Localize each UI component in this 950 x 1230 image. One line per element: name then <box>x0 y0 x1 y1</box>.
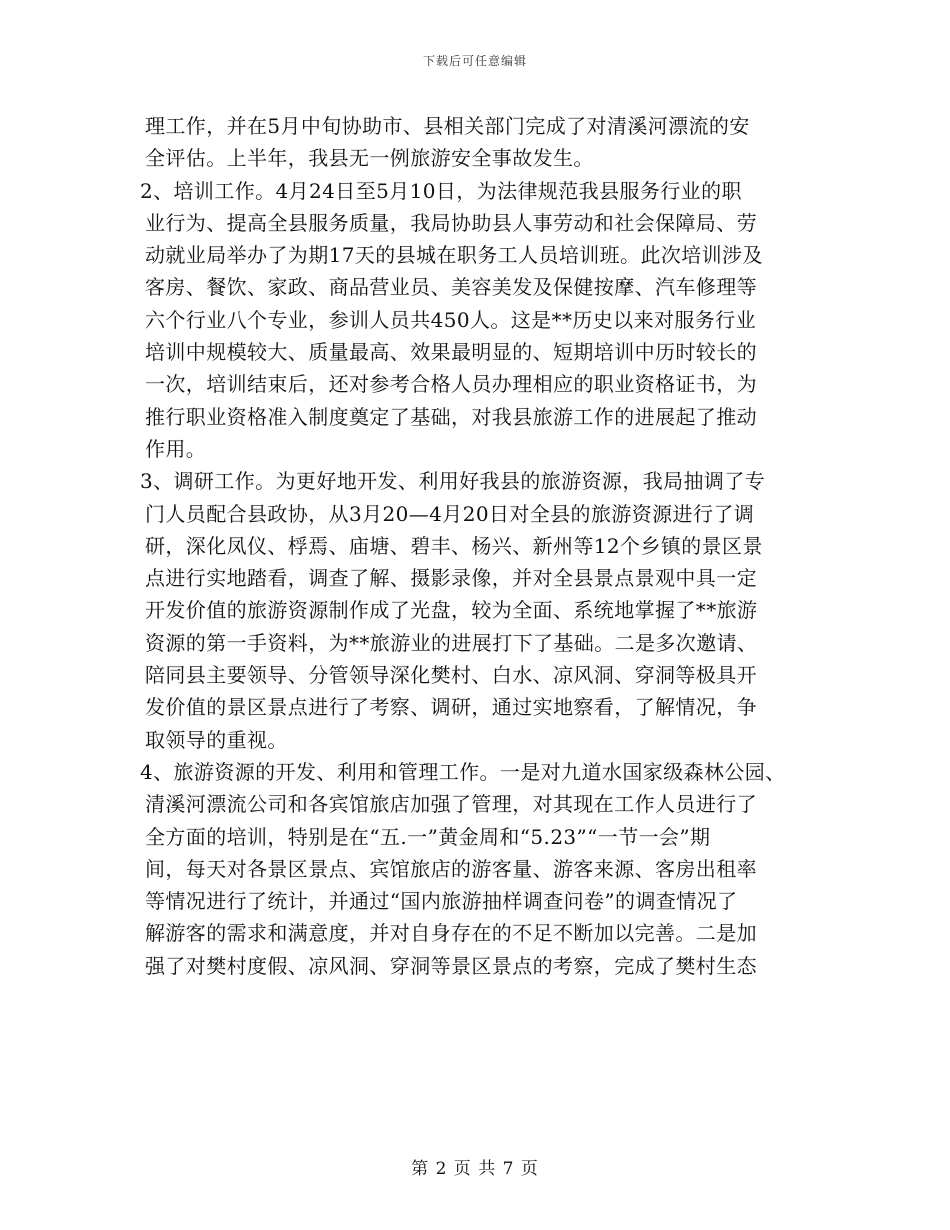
text-line: 培训中规模较大、质量最高、效果最明显的、短期培训中历时较长的 <box>145 340 757 365</box>
text-line: 2、培训工作。4月24日至5月10日，为法律规范我县服务行业的职 <box>140 178 742 203</box>
text-line: 理工作，并在5月中旬协助市、县相关部门完成了对清溪河漂流的安 <box>145 114 750 138</box>
text-line: 门人员配合县政协，从3月20—4月20日对全县的旅游资源进行了调 <box>145 501 755 526</box>
text-line: 一次，培训结束后，还对参考合格人员办理相应的职业资格证书，为 <box>145 372 757 397</box>
text-line: 研，深化凤仪、桴焉、庙塘、碧丰、杨兴、新州等12个乡镇的景区景 <box>145 533 763 558</box>
text-line: 3、调研工作。为更好地开发、利用好我县的旅游资源，我局抽调了专 <box>140 469 766 494</box>
text-line: 推行职业资格准入制度奠定了基础，对我县旅游工作的进展起了推动 <box>145 404 757 429</box>
text-line: 4、旅游资源的开发、利用和管理工作。一是对九道水国家级森林公园、 <box>140 759 786 784</box>
text-line: 点进行实地踏看，调查了解、摄影录像，并对全县景点景观中具一定 <box>145 566 757 591</box>
text-line: 取领导的重视。 <box>145 727 288 752</box>
document-body <box>140 110 820 982</box>
text-line: 发价值的景区景点进行了考察、调研，通过实地察看，了解情况，争 <box>145 695 757 720</box>
text-line: 客房、餐饮、家政、商品营业员、美容美发及保健按摩、汽车修理等 <box>145 275 757 300</box>
text-line: 清溪河漂流公司和各宾馆旅店加强了管理，对其现在工作人员进行了 <box>145 792 757 817</box>
page-header-note: 下载后可任意编辑 <box>422 54 527 68</box>
page-number: 第 2 页 共 7 页 <box>411 1159 539 1179</box>
text-line: 全方面的培训，特别是在“五.一”黄金周和“5.23”“一节一会”期 <box>145 824 711 849</box>
text-line: 强了对樊村度假、凉风洞、穿洞等景区景点的考察，完成了樊村生态 <box>145 953 757 978</box>
text-line: 解游客的需求和满意度，并对自身存在的不足不断加以完善。二是加 <box>145 921 757 946</box>
text-line: 等情况进行了统计，并通过“国内旅游抽样调查问卷”的调查情况了 <box>145 889 738 914</box>
text-line: 开发价值的旅游资源制作成了光盘，较为全面、系统地掌握了**旅游 <box>145 598 758 623</box>
text-line: 业行为、提高全县服务质量，我局协助县人事劳动和社会保障局、劳 <box>145 210 757 235</box>
text-line: 作用。 <box>145 436 207 461</box>
text-line: 动就业局举办了为期17天的县城在职务工人员培训班。此次培训涉及 <box>145 243 763 268</box>
text-line: 陪同县主要领导、分管领导深化樊村、白水、凉风洞、穿洞等极具开 <box>145 663 757 688</box>
text-line: 资源的第一手资料，为**旅游业的进展打下了基础。二是多次邀请、 <box>145 630 758 655</box>
text-line: 全评估。上半年，我县无一例旅游安全事故发生。 <box>145 146 594 171</box>
text-line: 六个行业八个专业，参训人员共450人。这是**历史以来对服务行业 <box>145 307 756 332</box>
text-line: 间，每天对各景区景点、宾馆旅店的游客量、游客来源、客房出租率 <box>145 856 757 881</box>
